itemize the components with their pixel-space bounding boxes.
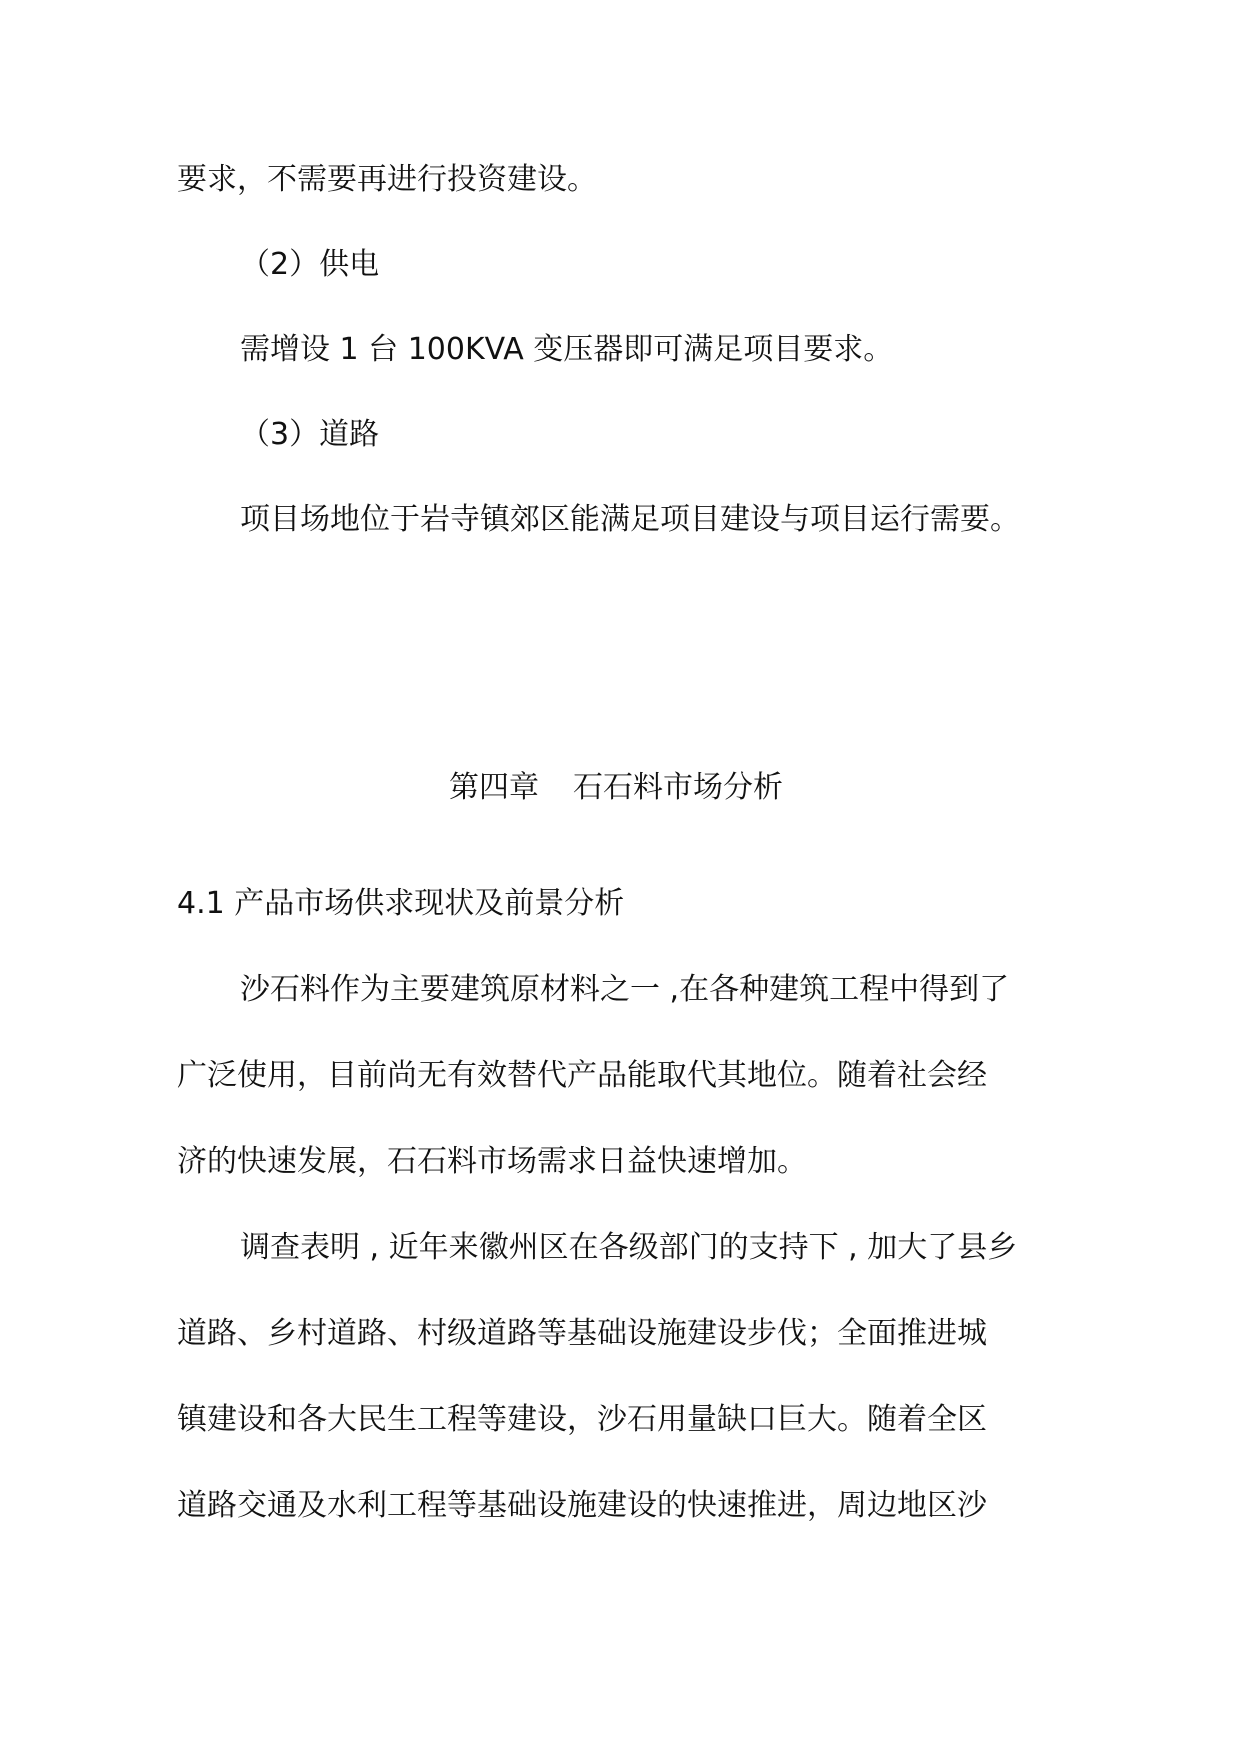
paragraph-line: 调查表明 , 近年来徽州区在各级部门的支持下 , 加大了县乡 — [240, 1230, 1018, 1265]
text-line-site-location: 项目场地位于岩寺镇郊区能满足项目建设与项目运行需要。 — [240, 502, 1020, 537]
section-heading: 4.1 产品市场供求现状及前景分析 — [177, 886, 625, 921]
chapter-number: 第四章 — [449, 770, 539, 805]
chapter-title: 石石料市场分析 — [573, 770, 783, 805]
paragraph-line: 济的快速发展，石石料市场需求日益快速增加。 — [177, 1144, 807, 1179]
subheading-roads: （3）道路 — [240, 417, 380, 452]
text-line-requirement: 要求，不需要再进行投资建设。 — [177, 162, 597, 197]
paragraph-line: 镇建设和各大民生工程等建设，沙石用量缺口巨大。随着全区 — [177, 1402, 987, 1437]
paragraph-line: 道路、乡村道路、村级道路等基础设施建设步伐；全面推进城 — [177, 1316, 987, 1351]
chapter-heading — [449, 768, 783, 808]
paragraph-line: 沙石料作为主要建筑原材料之一 ,在各种建筑工程中得到了 — [240, 972, 1010, 1007]
text-line-transformer: 需增设 1 台 100KVA 变压器即可满足项目要求。 — [240, 332, 894, 367]
paragraph-line: 广泛使用，目前尚无有效替代产品能取代其地位。随着社会经 — [177, 1058, 987, 1093]
paragraph-line: 道路交通及水利工程等基础设施建设的快速推进，周边地区沙 — [177, 1488, 987, 1523]
subheading-power-supply: （2）供电 — [240, 247, 380, 282]
